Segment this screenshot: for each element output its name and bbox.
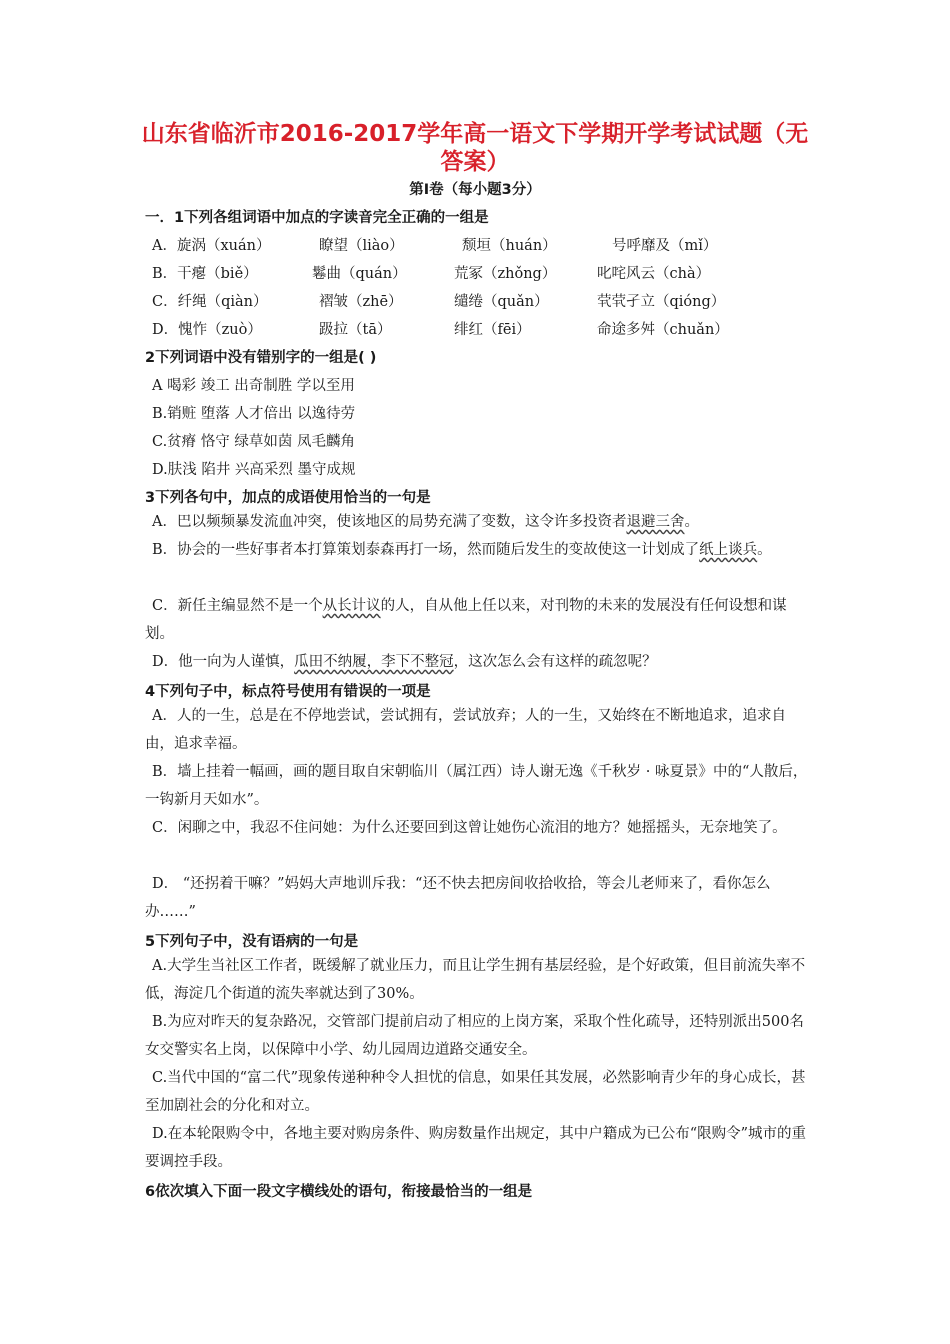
question-5-stem: 5下列句子中，没有语病的一句是: [145, 934, 359, 950]
question-3-stem: 3下列各句中，加点的成语使用恰当的一句是: [145, 490, 431, 506]
idiom-marked: 纸上谈兵: [699, 542, 758, 558]
option-cell: 颓垣（huán）: [462, 238, 557, 254]
question-2-option-a: A 喝彩 竣工 出奇制胜 学以至用: [152, 378, 355, 394]
question-4-option-b: B．墙上挂着一幅画，画的题目取自宋朝临川（属江西）诗人谢无逸《千秋岁 · 咏夏景》中的“人散后，一钩新月天如水”。: [145, 764, 808, 808]
question-5-option-c: C.当代中国的“富二代”现象传递种种令人担忧的信息，如果任其发展，必然影响青少年的身心成长，甚至加剧社会的分化和对立。: [145, 1070, 806, 1114]
idiom-marked: 从长计议: [322, 598, 381, 614]
question-1-stem: 一．1下列各组词语中加点的字读音完全正确的一组是: [145, 210, 489, 226]
question-5-option-d: D.在本轮限购令中，各地主要对购房条件、购房数量作出规定，其中户籍成为已公布“限购令”城市的重要调控手段。: [145, 1126, 807, 1170]
question-3-option-a: [145, 508, 813, 536]
question-2-option-d: D.肤浅 陷井 兴高采烈 墨守成规: [152, 462, 356, 478]
question-3-option-d: [145, 648, 813, 676]
option-text: 。: [757, 542, 772, 558]
idiom-marked: 瓜田不纳履，李下不整冠: [294, 654, 454, 670]
option-cell: D．愧怍（zuò）: [152, 322, 262, 338]
option-cell: 缱绻（quǎn）: [454, 294, 549, 310]
page-title: 山东省临沂市2016-2017学年高一语文下学期开学考试试题（无答案）: [141, 121, 809, 175]
option-cell: C．纤绳（qiàn）: [152, 294, 268, 310]
option-cell: 鬈曲（quán）: [312, 266, 407, 282]
option-cell: 命途多舛（chuǎn）: [597, 322, 729, 338]
option-cell: 荒冢（zhǒng）: [454, 266, 557, 282]
question-2-option-c: C.贫瘠 恪守 绿草如茵 凤毛麟角: [152, 434, 356, 450]
question-3-option-c: [145, 592, 813, 648]
option-text: C．新任主编显然不是一个: [152, 598, 323, 614]
option-cell: A．旋涡（xuán）: [152, 238, 271, 254]
option-cell: 茕茕孑立（qióng）: [597, 294, 726, 310]
option-text: B．协会的一些好事者本打算策划泰森再打一场，然而随后发生的变故使这一计划成了: [152, 542, 700, 558]
question-2-option-b: B.销赃 堕落 人才倍出 以逸待劳: [152, 406, 356, 422]
option-cell: 绯红（fēi）: [454, 322, 531, 338]
section-heading: 第Ⅰ卷（每小题3分）: [409, 182, 541, 198]
option-cell: B．干瘪（biě）: [152, 266, 258, 282]
option-text: ，这次怎么会有这样的疏忽呢？: [453, 654, 657, 670]
option-text: 的人，自从他上任以来，对刊物的未来的发展没有任何设想和谋划。: [145, 598, 787, 642]
question-5-option-a: A.大学生当社区工作者，既缓解了就业压力，而且让学生拥有基层经验，是个好政策，但目前流失率不低，海淀几个街道的流失率就达到了30%。: [145, 958, 806, 1002]
option-cell: 趿拉（tā）: [319, 322, 392, 338]
option-cell: 褶皱（zhē）: [319, 294, 403, 310]
question-6-stem: 6依次填入下面一段文字横线处的语句，衔接最恰当的一组是: [145, 1184, 533, 1200]
option-cell: 号呼靡及（mǐ）: [612, 238, 718, 254]
option-text: A．巴以频频暴发流血冲突，使该地区的局势充满了变数，这令许多投资者: [152, 514, 627, 530]
question-4-option-c: C．闲聊之中，我忍不住问她：为什么还要回到这曾让她伤心流泪的地方？她摇摇头，无奈地笑了。: [152, 820, 787, 836]
option-cell: 叱咤风云（chà）: [597, 266, 711, 282]
option-text: D．他一向为人谨慎，: [152, 654, 295, 670]
question-4-option-a: A．人的一生，总是在不停地尝试，尝试拥有，尝试放弃；人的一生，又始终在不断地追求，追求自由，追求幸福。: [145, 708, 786, 752]
option-text: 。: [684, 514, 699, 530]
question-4-stem: 4下列句子中，标点符号使用有错误的一项是: [145, 684, 431, 700]
question-2-stem: 2下列词语中没有错别字的一组是( ): [145, 350, 377, 366]
idiom-marked: 退避三舍: [626, 514, 685, 530]
question-3-option-b: [145, 536, 813, 564]
option-cell: 瞭望（liào）: [319, 238, 404, 254]
question-4-option-d: D． “还拐着干嘛？”妈妈大声地训斥我：“还不快去把房间收拾收拾，等会儿老师来了，看你怎么办……”: [145, 876, 771, 920]
question-5-option-b: B.为应对昨天的复杂路况，交管部门提前启动了相应的上岗方案，采取个性化疏导，还特别派出500名女交警实名上岗，以保障中小学、幼儿园周边道路交通安全。: [145, 1014, 804, 1058]
